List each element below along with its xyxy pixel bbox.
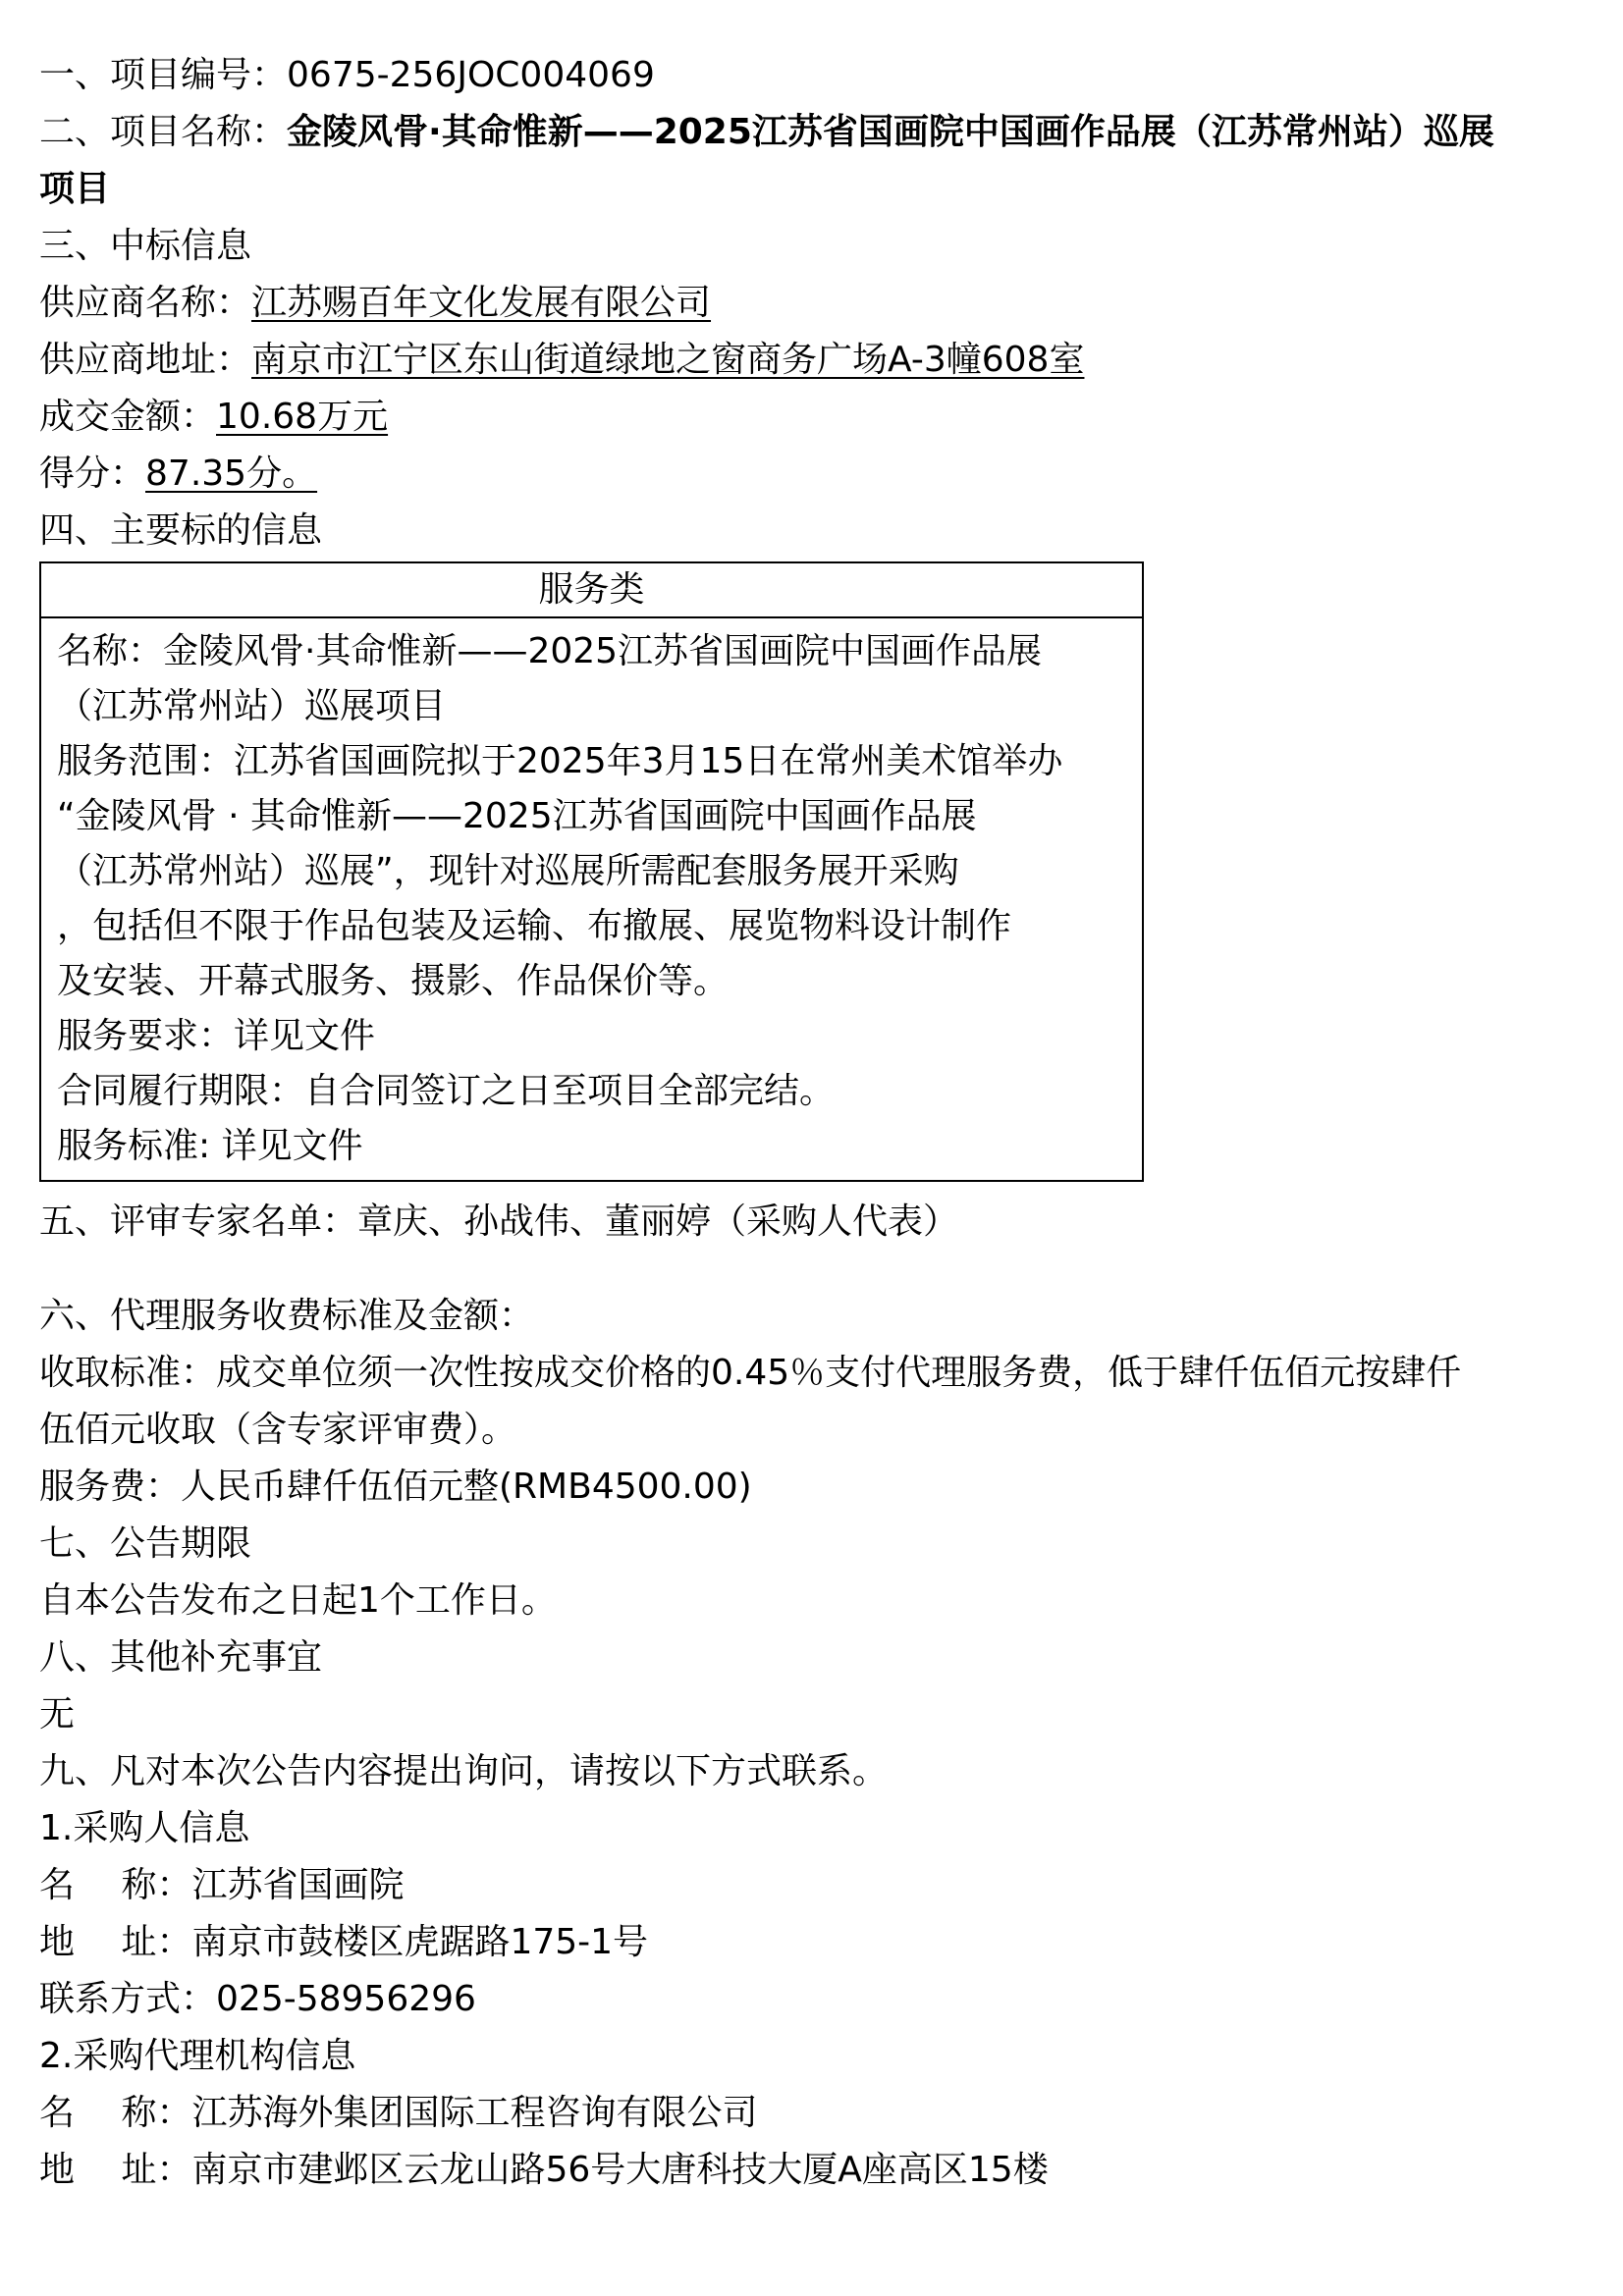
score-label: 得分： xyxy=(39,454,146,494)
supplier-address-row xyxy=(39,332,1591,389)
service-table xyxy=(39,561,1144,1182)
agency-address-row xyxy=(39,2142,1591,2199)
agency-info-heading: 2.采购代理机构信息 xyxy=(39,2036,356,2076)
purchaser-contact-row xyxy=(39,1971,1591,2028)
contract-period: 合同履行期限：自合同签订之日至项目全部完结。 xyxy=(57,1071,836,1111)
service-table-body xyxy=(40,617,1143,1181)
purchaser-address-row xyxy=(39,1914,1591,1971)
supplier-address-value: 南京市江宁区东山街道绿地之窗商务广场A-3幢608室 xyxy=(251,340,1085,380)
spacer xyxy=(39,1251,1591,1288)
supplier-address-label: 供应商地址： xyxy=(39,340,252,380)
agency-address-label: 地 址： xyxy=(39,2150,192,2190)
agency-name-row xyxy=(39,2085,1591,2142)
purchaser-name-value: 江苏省国画院 xyxy=(191,1865,405,1905)
agency-address-value: 南京市建邺区云龙山路56号大唐科技大厦A座高区15楼 xyxy=(191,2150,1049,2190)
service-table-header: 服务类 xyxy=(40,562,1143,617)
other-matters-text: 无 xyxy=(39,1694,76,1735)
service-scope-line2: “金陵风骨 · 其命惟新——2025江苏省国画院中国画作品展 xyxy=(57,796,977,836)
service-scope-line1: 服务范围：江苏省国画院拟于2025年3月15日在常州美术馆举办 xyxy=(57,741,1063,781)
main-subject-heading: 四、主要标的信息 xyxy=(39,510,323,551)
purchaser-address-label: 地 址： xyxy=(39,1922,192,1962)
purchaser-name-row xyxy=(39,1857,1591,1914)
purchaser-address-value: 南京市鼓楼区虎踞路175-1号 xyxy=(191,1922,649,1962)
project-number-value: 0675-256JOC004069 xyxy=(287,55,655,95)
agency-name-label: 名 称： xyxy=(39,2093,192,2133)
agency-name-value: 江苏海外集团国际工程咨询有限公司 xyxy=(191,2093,758,2133)
agency-fee-heading: 六、代理服务收费标准及金额： xyxy=(39,1296,535,1336)
deal-amount-value: 10.68万元 xyxy=(216,397,389,437)
supplier-name-row xyxy=(39,275,1591,332)
notice-period-heading: 七、公告期限 xyxy=(39,1523,252,1564)
service-scope-line3: （江苏常州站）巡展”，现针对巡展所需配套服务展开采购 xyxy=(57,851,959,891)
other-matters-heading: 八、其他补充事宜 xyxy=(39,1637,323,1678)
service-name-line1: 名称：金陵风骨·其命惟新——2025江苏省国画院中国画作品展 xyxy=(57,631,1043,671)
project-name-label: 二、项目名称： xyxy=(39,112,288,152)
purchaser-name-label: 名 称： xyxy=(39,1865,192,1905)
service-name-line2: （江苏常州站）巡展项目 xyxy=(57,686,447,726)
notice-period-text: 自本公告发布之日起1个工作日。 xyxy=(39,1580,557,1621)
score-value: 87.35分。 xyxy=(145,454,318,494)
purchaser-contact-label: 联系方式： xyxy=(39,1979,217,2019)
deal-amount-label: 成交金额： xyxy=(39,397,217,437)
project-name-value: 金陵风骨·其命惟新——2025江苏省国画院中国画作品展（江苏常州站）巡展 xyxy=(287,112,1494,152)
fee-standard-line1: 收取标准：成交单位须一次性按成交价格的0.45％支付代理服务费，低于肆仟伍佰元按肆仟 xyxy=(39,1353,1462,1393)
deal-amount-row xyxy=(39,389,1591,446)
contact-heading: 九、凡对本次公告内容提出询问，请按以下方式联系。 xyxy=(39,1751,889,1791)
supplier-name-value: 江苏赐百年文化发展有限公司 xyxy=(251,283,712,323)
project-name-continued: 项目 xyxy=(39,169,111,209)
fee-standard-line2: 伍佰元收取（含专家评审费）。 xyxy=(39,1410,517,1450)
project-name xyxy=(39,104,1591,161)
project-number xyxy=(39,47,1591,104)
service-requirement: 服务要求：详见文件 xyxy=(57,1016,376,1056)
service-standard: 服务标准: 详见文件 xyxy=(57,1126,363,1166)
purchaser-contact-value: 025-58956296 xyxy=(216,1979,476,2019)
supplier-name-label: 供应商名称： xyxy=(39,283,252,323)
purchaser-info-heading: 1.采购人信息 xyxy=(39,1808,250,1848)
project-number-label: 一、项目编号： xyxy=(39,55,288,95)
score-row xyxy=(39,446,1591,503)
service-fee: 服务费：人民币肆仟伍佰元整(RMB4500.00) xyxy=(39,1467,752,1507)
announcement-document xyxy=(39,47,1591,2199)
expert-list: 五、评审专家名单：章庆、孙战伟、董丽婷（采购人代表） xyxy=(39,1201,959,1242)
award-info-heading: 三、中标信息 xyxy=(39,226,252,266)
service-scope-line4: ，包括但不限于作品包装及运输、布撤展、展览物料设计制作 xyxy=(57,906,1012,946)
service-scope-line5: 及安装、开幕式服务、摄影、作品保价等。 xyxy=(57,961,730,1001)
